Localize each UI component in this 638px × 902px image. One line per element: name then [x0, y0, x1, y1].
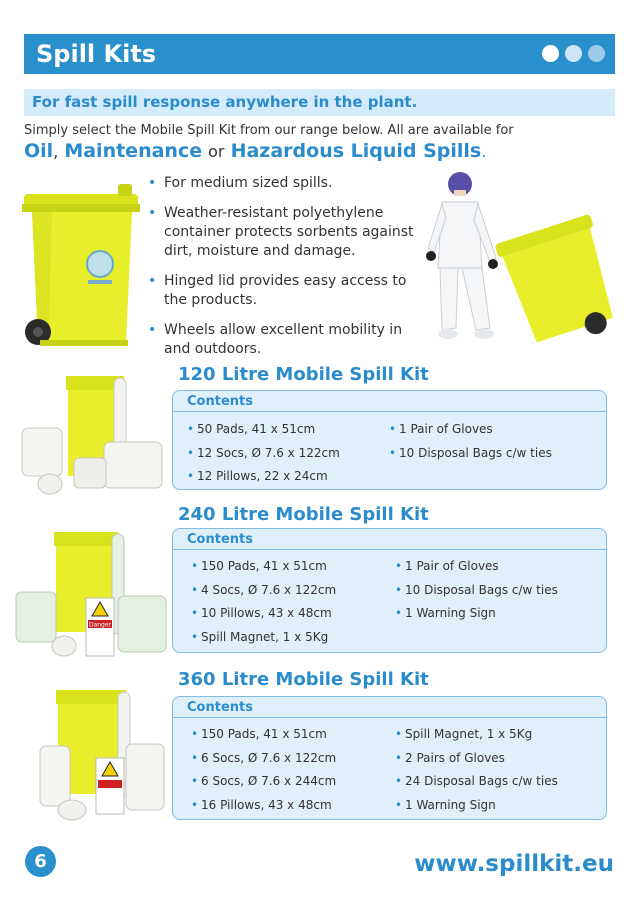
- list-item: • 4 Socs, Ø 7.6 x 122cm: [191, 583, 336, 607]
- kit-360-title: 360 Litre Mobile Spill Kit: [178, 669, 429, 690]
- yellow-bin-image: [22, 180, 142, 358]
- features-list: [148, 174, 423, 370]
- kit-240-image: [14, 530, 169, 660]
- list-item: • 16 Pillows, 43 x 48cm: [191, 798, 336, 822]
- list-item: • 1 Pair of Gloves: [389, 422, 552, 446]
- kit-120-image: [18, 372, 168, 500]
- kit-120-left-list: [187, 422, 340, 493]
- list-item: • 6 Socs, Ø 7.6 x 122cm: [191, 751, 336, 775]
- list-item: • 12 Pillows, 22 x 24cm: [187, 469, 340, 493]
- kit-360-image: [38, 688, 168, 822]
- list-item: • 1 Warning Sign: [395, 606, 558, 630]
- kit-120-right-list: [389, 422, 552, 469]
- list-item: • 1 Pair of Gloves: [395, 559, 558, 583]
- header-dots: [542, 45, 605, 62]
- list-item: • 150 Pads, 41 x 51cm: [191, 559, 336, 583]
- kit-120-contents-panel: [172, 390, 607, 490]
- header-bar: [24, 34, 615, 74]
- kit-360-left-list: [191, 727, 336, 821]
- feature-item: • For medium sized spills.: [148, 174, 423, 193]
- warning-sign-text: Danger: [88, 621, 112, 629]
- page-title: Spill Kits: [36, 40, 157, 68]
- list-item: • 2 Pairs of Gloves: [395, 751, 558, 775]
- contents-label: Contents: [187, 394, 253, 409]
- decor-dot: [542, 45, 559, 62]
- comma: ,: [53, 142, 59, 161]
- oil-label: Oil: [24, 140, 54, 162]
- or-word: or: [208, 142, 225, 161]
- contents-label: Contents: [187, 700, 253, 715]
- list-item: • 10 Pillows, 43 x 48cm: [191, 606, 336, 630]
- contents-label: Contents: [187, 532, 253, 547]
- contents-header: [173, 391, 606, 412]
- list-item: • Spill Magnet, 1 x 5Kg: [395, 727, 558, 751]
- subtitle-bar: [24, 89, 615, 116]
- kit-360-right-list: [395, 727, 558, 821]
- list-item: • 6 Socs, Ø 7.6 x 244cm: [191, 774, 336, 798]
- intro-line: Simply select the Mobile Spill Kit from our range below. All are available for: [24, 123, 514, 138]
- kit-120-title: 120 Litre Mobile Spill Kit: [178, 364, 429, 385]
- kit-240-left-list: [191, 559, 336, 653]
- feature-item: • Hinged lid provides easy access to the products.: [148, 272, 423, 310]
- list-item: • 10 Disposal Bags c/w ties: [389, 446, 552, 470]
- worker-with-bin-image: [420, 168, 618, 348]
- list-item: • 24 Disposal Bags c/w ties: [395, 774, 558, 798]
- list-item: • 10 Disposal Bags c/w ties: [395, 583, 558, 607]
- kit-360-contents-panel: [172, 696, 607, 820]
- contents-header: [173, 529, 606, 550]
- list-item: • Spill Magnet, 1 x 5Kg: [191, 630, 336, 654]
- hazardous-label: Hazardous Liquid Spills: [230, 140, 482, 162]
- website-link[interactable]: www.spillkit.eu: [414, 851, 614, 877]
- list-item: • 50 Pads, 41 x 51cm: [187, 422, 340, 446]
- list-item: • 12 Socs, Ø 7.6 x 122cm: [187, 446, 340, 470]
- kit-240-title: 240 Litre Mobile Spill Kit: [178, 504, 429, 525]
- kit-240-contents-panel: [172, 528, 607, 653]
- subtitle: For fast spill response anywhere in the plant.: [32, 93, 418, 111]
- page-number: 6: [25, 846, 56, 877]
- maintenance-label: Maintenance: [64, 140, 203, 162]
- spill-types: [24, 140, 486, 162]
- kit-240-right-list: [395, 559, 558, 630]
- period: .: [481, 142, 487, 161]
- decor-dot: [588, 45, 605, 62]
- list-item: • 1 Warning Sign: [395, 798, 558, 822]
- list-item: • 150 Pads, 41 x 51cm: [191, 727, 336, 751]
- decor-dot: [565, 45, 582, 62]
- feature-item: • Wheels allow excellent mobility in and outdoors.: [148, 321, 423, 359]
- contents-header: [173, 697, 606, 718]
- feature-item: • Weather-resistant polyethylene container protects sorbents against dirt, moisture and damage.: [148, 204, 423, 261]
